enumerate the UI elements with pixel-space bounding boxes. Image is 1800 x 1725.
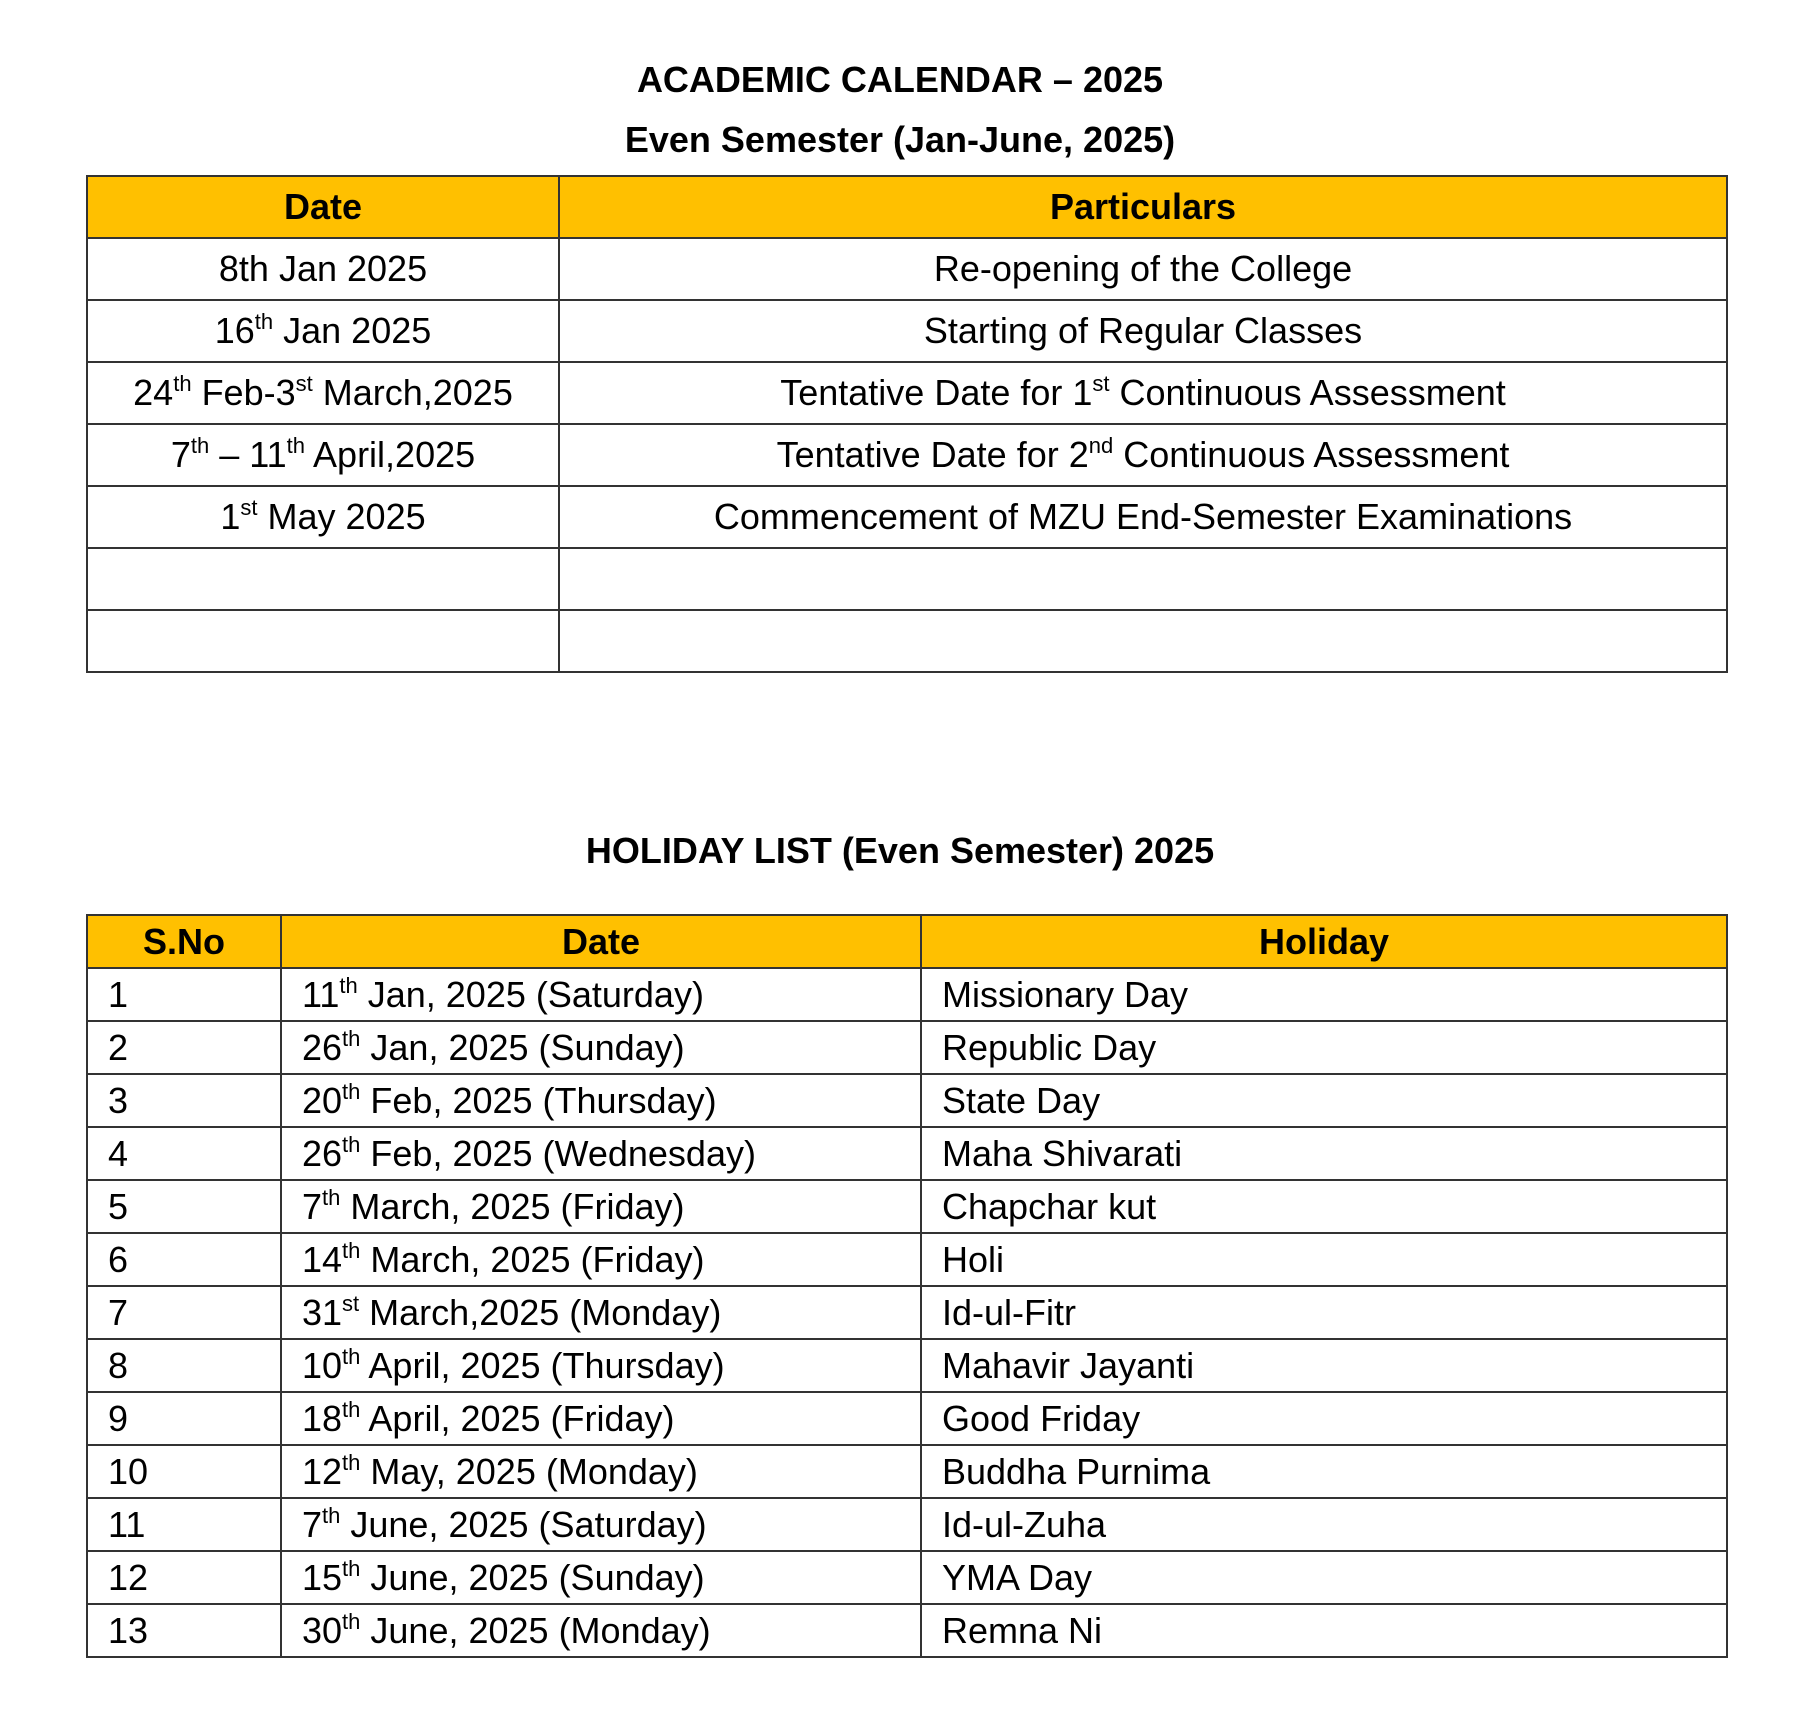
calendar-subtitle: Even Semester (Jan-June, 2025) [624,119,1176,160]
ordinal-suffix: th [322,1184,341,1210]
ordinal-suffix: th [190,433,210,458]
ordinal-suffix: st [295,371,313,396]
table-row [87,238,1727,300]
ordinal-suffix: th [342,1449,361,1475]
holiday-cell: Republic Day [921,1021,1727,1074]
table-header-row [87,176,1727,238]
date-cell: 12th May, 2025 (Monday) [281,1445,921,1498]
holiday-cell: Remna Ni [921,1604,1727,1657]
column-header-date: Date [281,915,921,968]
holiday-cell: Good Friday [921,1392,1727,1445]
table-row [87,1233,1727,1286]
holiday-cell: Missionary Day [921,968,1727,1021]
table-row [87,1445,1727,1498]
holiday-list-title: HOLIDAY LIST (Even Semester) 2025 [585,830,1215,871]
ordinal-suffix: th [322,1502,341,1528]
ordinal-suffix: st [1092,371,1110,396]
ordinal-suffix: th [286,433,306,458]
table-row [87,486,1727,548]
ordinal-suffix: th [173,371,192,396]
particulars-cell: Commencement of MZU End-Semester Examinations [559,486,1727,548]
holiday-cell: Id-ul-Zuha [921,1498,1727,1551]
ordinal-suffix: th [339,972,358,998]
table-row [87,1021,1727,1074]
ordinal-suffix: th [342,1608,361,1634]
table-row [87,1074,1727,1127]
date-cell: 18th April, 2025 (Friday) [281,1392,921,1445]
holiday-cell: Holi [921,1233,1727,1286]
ordinal-suffix: th [342,1343,361,1369]
date-cell: 20th Feb, 2025 (Thursday) [281,1074,921,1127]
date-cell: 15th June, 2025 (Sunday) [281,1551,921,1604]
holiday-cell: Buddha Purnima [921,1445,1727,1498]
holiday-cell: Chapchar kut [921,1180,1727,1233]
holiday-cell: Maha Shivarati [921,1127,1727,1180]
date-cell: 1st May 2025 [87,486,559,548]
ordinal-suffix: st [342,1290,360,1316]
column-header-holiday: Holiday [921,915,1727,968]
table-row [87,1551,1727,1604]
ordinal-suffix: th [342,1078,361,1104]
particulars-cell [559,610,1727,672]
ordinal-suffix: th [342,1025,361,1051]
holiday-cell: State Day [921,1074,1727,1127]
ordinal-suffix: th [342,1237,361,1263]
table-row [87,1286,1727,1339]
table-row [87,610,1727,672]
sno-cell: 10 [87,1445,281,1498]
date-cell: 31st March,2025 (Monday) [281,1286,921,1339]
column-header-date: Date [87,176,559,238]
ordinal-suffix: th [342,1555,361,1581]
date-cell: 24th Feb-3st March,2025 [87,362,559,424]
date-cell [87,548,559,610]
sno-cell: 8 [87,1339,281,1392]
date-cell: 11th Jan, 2025 (Saturday) [281,968,921,1021]
date-cell: 26th Jan, 2025 (Sunday) [281,1021,921,1074]
sno-cell: 7 [87,1286,281,1339]
sno-cell: 2 [87,1021,281,1074]
academic-calendar-table [86,175,1728,673]
column-header-sno: S.No [87,915,281,968]
ordinal-suffix: th [342,1396,361,1422]
date-cell: 30th June, 2025 (Monday) [281,1604,921,1657]
table-row [87,1498,1727,1551]
date-cell: 8th Jan 2025 [87,238,559,300]
table-row [87,1127,1727,1180]
sno-cell: 6 [87,1233,281,1286]
table-row [87,1392,1727,1445]
ordinal-suffix: th [342,1131,361,1157]
date-cell: 7th June, 2025 (Saturday) [281,1498,921,1551]
table-row [87,1604,1727,1657]
sno-cell: 1 [87,968,281,1021]
calendar-title: ACADEMIC CALENDAR – 2025 [636,59,1164,100]
table-row [87,424,1727,486]
ordinal-suffix: th [254,309,274,334]
sno-cell: 11 [87,1498,281,1551]
date-cell [87,610,559,672]
sno-cell: 13 [87,1604,281,1657]
holiday-cell: Mahavir Jayanti [921,1339,1727,1392]
holiday-cell: YMA Day [921,1551,1727,1604]
table-row [87,1180,1727,1233]
sno-cell: 9 [87,1392,281,1445]
particulars-cell: Re-opening of the College [559,238,1727,300]
sno-cell: 12 [87,1551,281,1604]
date-cell: 16th Jan 2025 [87,300,559,362]
particulars-cell: Starting of Regular Classes [559,300,1727,362]
table-row [87,362,1727,424]
table-row [87,968,1727,1021]
particulars-cell [559,548,1727,610]
date-cell: 10th April, 2025 (Thursday) [281,1339,921,1392]
date-cell: 7th – 11th April,2025 [87,424,559,486]
holiday-cell: Id-ul-Fitr [921,1286,1727,1339]
date-cell: 7th March, 2025 (Friday) [281,1180,921,1233]
table-row [87,300,1727,362]
sno-cell: 5 [87,1180,281,1233]
ordinal-suffix: nd [1088,433,1114,458]
table-row [87,548,1727,610]
particulars-cell: Tentative Date for 2nd Continuous Assessment [559,424,1727,486]
date-cell: 26th Feb, 2025 (Wednesday) [281,1127,921,1180]
sno-cell: 4 [87,1127,281,1180]
ordinal-suffix: st [240,495,258,520]
particulars-cell: Tentative Date for 1st Continuous Assessment [559,362,1727,424]
sno-cell: 3 [87,1074,281,1127]
holiday-list-table [86,914,1728,1658]
column-header-particulars: Particulars [559,176,1727,238]
table-row [87,1339,1727,1392]
date-cell: 14th March, 2025 (Friday) [281,1233,921,1286]
table-header-row [87,915,1727,968]
